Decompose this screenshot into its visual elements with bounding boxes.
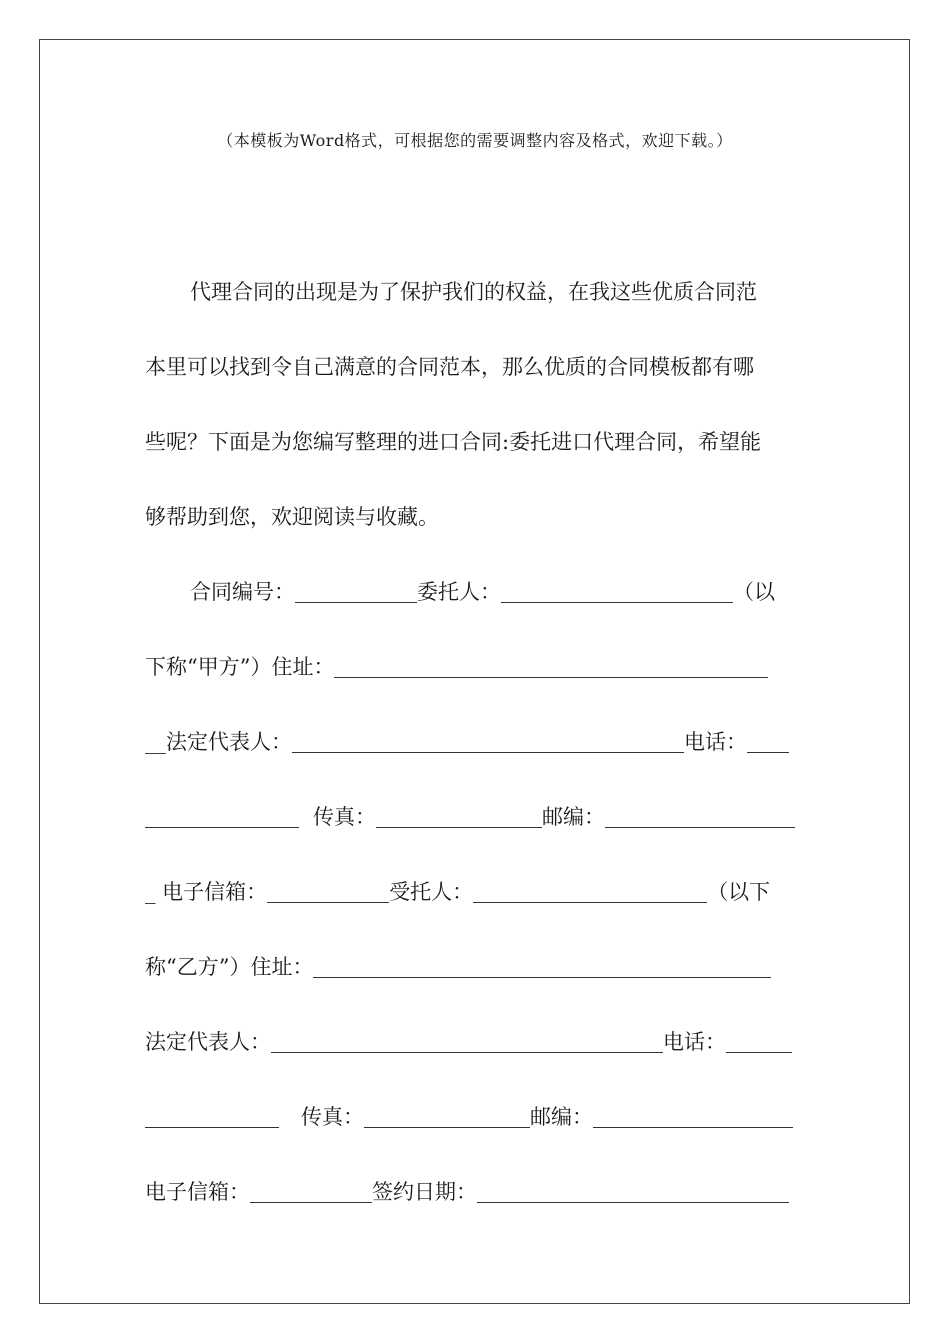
form-line-9: [145, 1176, 805, 1206]
agent-label: 受托人：: [389, 880, 474, 904]
intro-line-1: 代理合同的出现是为了保护我们的权益，在我这些优质合同范: [190, 280, 757, 304]
legal-rep-a-field[interactable]: [292, 730, 684, 753]
form-line-5: [145, 876, 805, 906]
legal-rep-a-label: __法定代表人：: [145, 730, 292, 754]
email-a-field[interactable]: [267, 880, 389, 903]
template-note: （本模板为Word格式，可根据您的需要调整内容及格式，欢迎下载。）: [217, 131, 733, 150]
party-b-address-field[interactable]: [313, 955, 771, 978]
legal-rep-b-label: 法定代表人：: [145, 1030, 271, 1054]
contract-number-label: 合同编号：: [190, 580, 295, 604]
fax-b-label: 传真：: [301, 1105, 364, 1129]
phone-b-label: 电话：: [663, 1030, 726, 1054]
legal-rep-b-field[interactable]: [271, 1030, 663, 1053]
principal-field[interactable]: [501, 580, 733, 603]
postcode-a-label: 邮编：: [542, 805, 605, 829]
postcode-b-label: 邮编：: [530, 1105, 593, 1129]
party-a-address-field[interactable]: [334, 655, 768, 678]
form-line-7: [145, 1026, 805, 1056]
form-line-6: [145, 951, 805, 981]
phone-a-label: 电话：: [684, 730, 747, 754]
fax-a-label: 传真：: [313, 805, 376, 829]
intro-line-4: 够帮助到您，欢迎阅读与收藏。: [145, 505, 439, 529]
intro-line-2: 本里可以找到令自己满意的合同范本，那么优质的合同模板都有哪: [145, 355, 754, 379]
form-line-2: [145, 651, 805, 681]
fax-a-field[interactable]: [376, 805, 542, 828]
form-line-4: [145, 801, 805, 831]
form-line-3: [145, 726, 805, 756]
fax-b-field[interactable]: [364, 1105, 530, 1128]
postcode-a-field[interactable]: [605, 805, 795, 828]
contract-number-field[interactable]: [295, 580, 417, 603]
form-line-1: [145, 576, 805, 606]
phone-b-field[interactable]: [726, 1030, 792, 1053]
party-b-address-label: 称“乙方”）住址：: [145, 955, 314, 979]
email-b-label: 电子信箱：: [145, 1180, 250, 1204]
phone-a-field[interactable]: [747, 730, 789, 753]
principal-tail: （以: [733, 580, 775, 604]
intro-line-3: 些呢？下面是为您编写整理的进口合同:委托进口代理合同，希望能: [145, 430, 762, 454]
form-line-8: [145, 1101, 805, 1131]
email-a-label: _ 电子信箱：: [145, 880, 268, 904]
phone-a-field-cont[interactable]: [145, 805, 299, 828]
postcode-b-field[interactable]: [593, 1105, 793, 1128]
principal-label: 委托人：: [417, 580, 501, 604]
agent-tail: （以下: [707, 880, 771, 904]
sign-date-field[interactable]: [477, 1180, 789, 1203]
agent-field[interactable]: [473, 880, 707, 903]
phone-b-field-cont[interactable]: [145, 1105, 279, 1128]
email-b-field[interactable]: [250, 1180, 372, 1203]
sign-date-label: 签约日期：: [372, 1180, 477, 1204]
party-a-address-label: 下称“甲方”）住址：: [145, 655, 335, 679]
